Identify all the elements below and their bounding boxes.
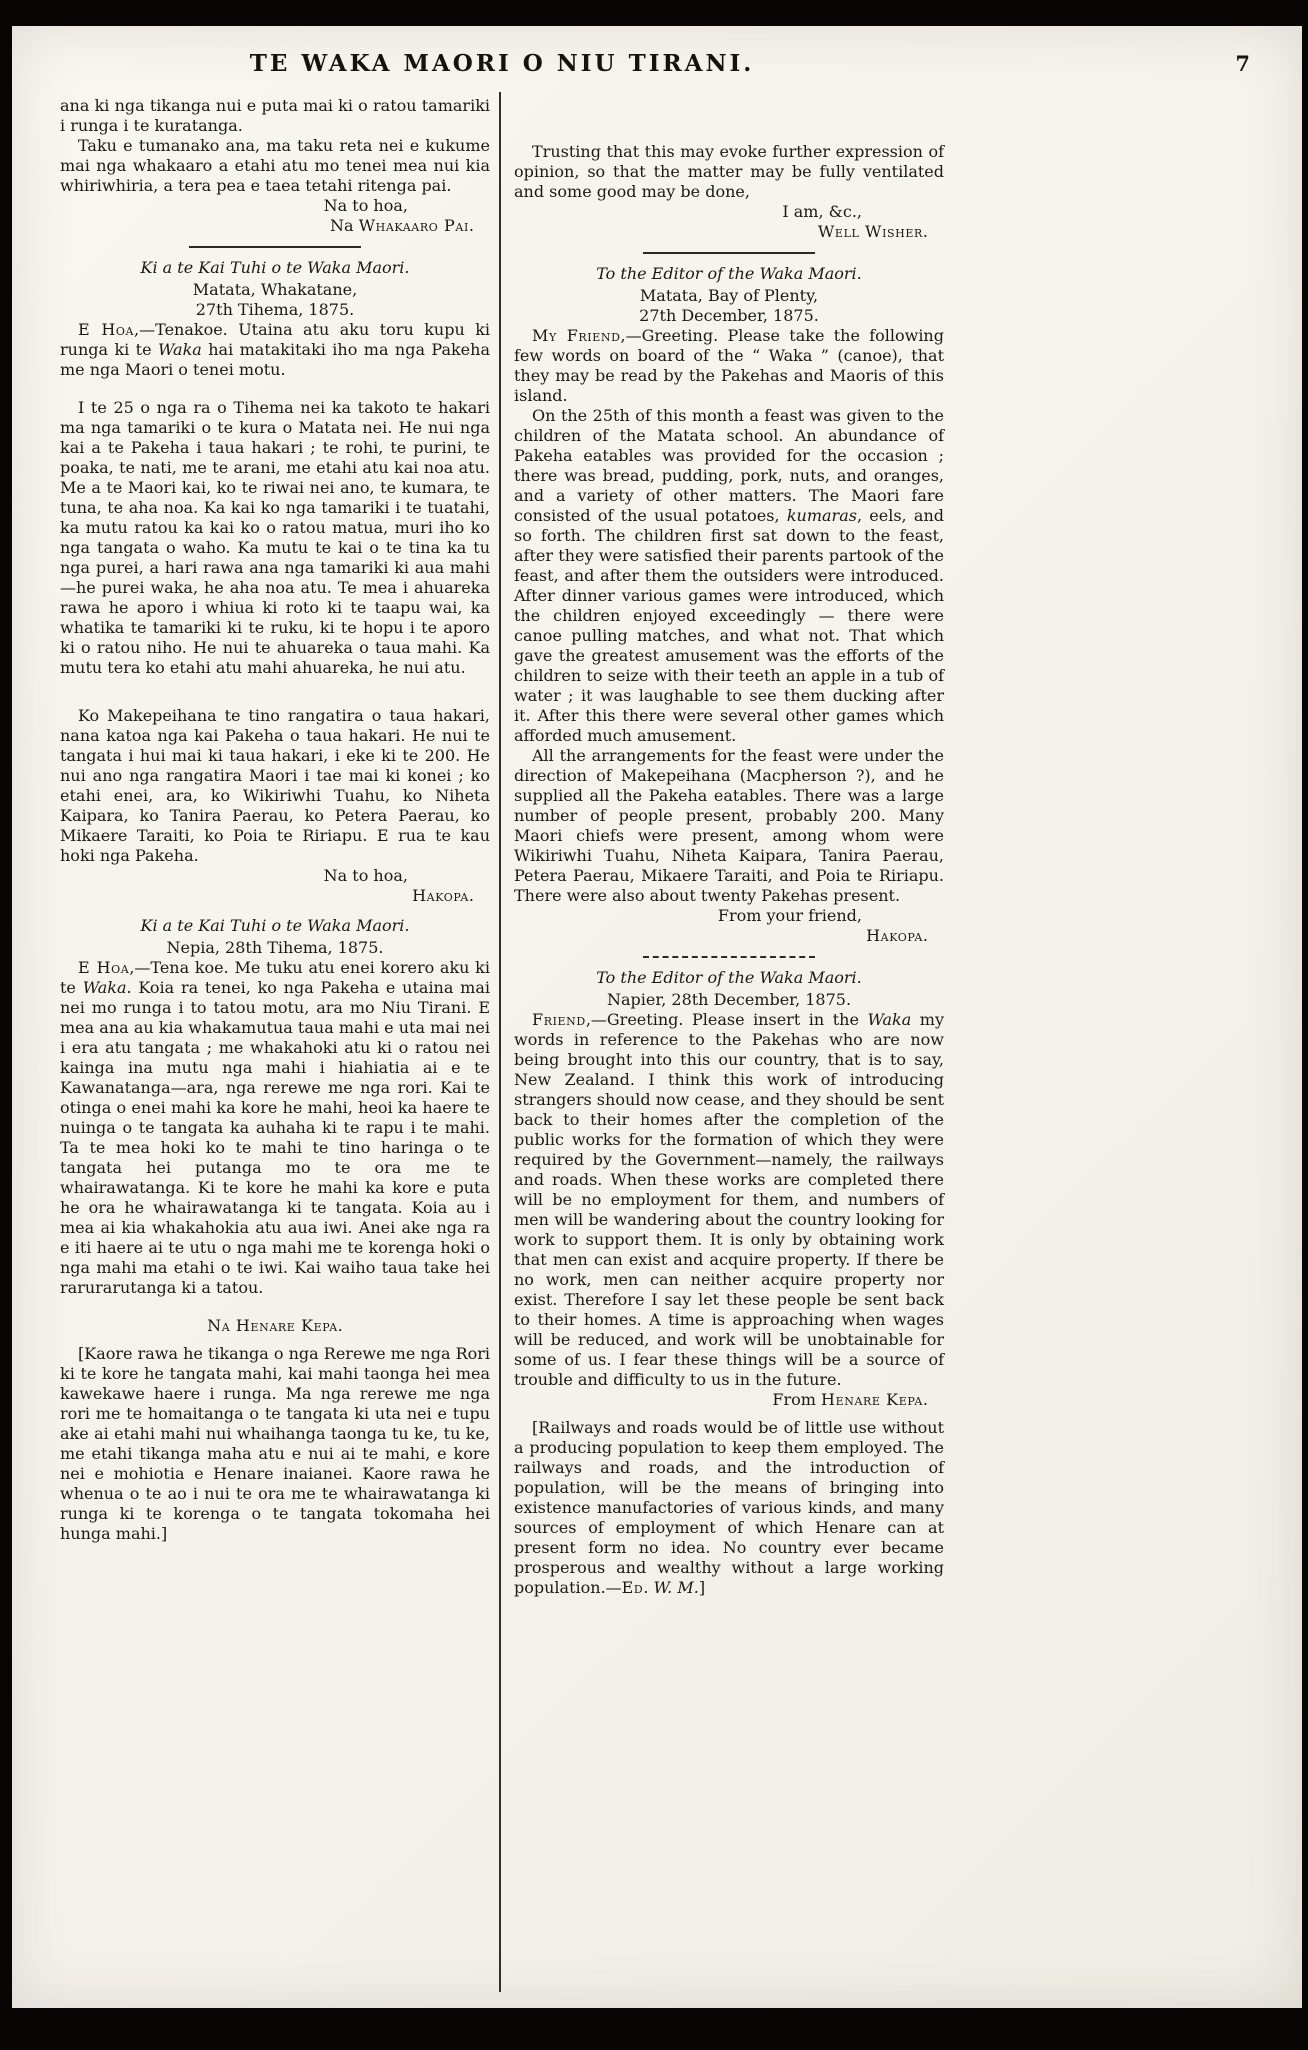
text-run: Na to hoa,: [323, 196, 408, 215]
left-column: [60, 96, 490, 1598]
small-caps-text: E Hoa: [78, 320, 135, 339]
signature-line: [514, 1390, 944, 1410]
small-caps-text: Hakopa: [412, 886, 469, 905]
text-run: Taku e tumanako ana, ma taku reta nei e kukume mai nga whakaaro a etahi atu mo tenei mea nui kia whiriwhiria, a tera pea e taea tetahi ritenga pai.: [60, 136, 490, 195]
small-caps-text: E Hoa: [78, 958, 130, 977]
text-block: [60, 96, 944, 1598]
small-caps-text: Henare Kepa: [821, 1390, 923, 1409]
newspaper-page: [12, 26, 1302, 2008]
italic-text: kumaras: [786, 506, 857, 525]
column-gutter: [490, 96, 514, 1598]
paragraph: [514, 1010, 944, 1390]
paragraph: [514, 142, 944, 202]
paragraph: [514, 746, 944, 906]
text-run: .: [922, 1390, 928, 1409]
text-run: .: [337, 1316, 343, 1335]
paragraph: [60, 398, 490, 678]
paragraph: [60, 1344, 490, 1544]
paragraph: [514, 406, 944, 746]
letter-heading: To the Editor of the Waka Maori.: [596, 968, 862, 987]
right-column: [514, 96, 944, 1598]
text-run: I te 25 o nga ra o Tihema nei ka takoto te hakari ma nga tamariki o te kura o Matata nei. He nui nga kai a te Pakeha i taua hakari ; te rohi, te purini, te poaka, te nati, me te arani, me etahi atu kai noa atu. Me a te Maori kai, ko te riwai nei ano, te kumara, te tuna, te aha noa. Ka kai ko nga tamariki i te tuatahi, ka mutu ratou ka kai ko o ratou matua, muri iho ko nga tangata o waho. Ka mutu te kai o te tina ka tu nga purei, a hari rawa ana nga tamariki ki aua mahi—he purei waka, he aha noa atu. Te mea i ahuareka rawa he aporo i whiua ki roto ki te taapu wai, ka whatika te tamariki ki te ruku, ki te hopu i te aporo ki o ratou niho. He nui te ahuareka o taua mahi. Ka mutu tera ko etahi atu mahi ahuareka, he nui atu.: [60, 398, 490, 677]
small-caps-text: Friend: [532, 1010, 586, 1029]
text-run: ,—Tena koe. Me tuku atu enei korero aku ki te: [60, 958, 490, 997]
section-divider: [643, 252, 815, 254]
letter-heading: To the Editor of the Waka Maori.: [596, 264, 862, 283]
paragraph: [60, 706, 490, 866]
text-run: Ko Makepeihana te tino rangatira o taua hakari, nana katoa nga kai Pakeha o taua hakari. He nui te tangata i hui mai ki taua hakari, i eke ki te 200. He nui ano nga rangatira Maori i tae mai ki konei ; ko etahi enei, ara, ko Wikiriwhi Tuahu, ko Niheta Kaipara, ko Tanira Paerau, ko Petera Paerau, ko Mikaere Taraiti, ko Poia te Ririapu. E rua te kau hoki nga Pakeha.: [60, 706, 490, 865]
small-caps-text: Well Wisher: [817, 222, 923, 241]
small-caps-text: Whakaaro Pai: [358, 216, 469, 235]
section-divider: [643, 956, 815, 958]
text-run: .: [922, 222, 928, 241]
paragraph: [514, 1418, 944, 1598]
text-run: . Koia ra tenei, ko nga Pakeha e utaina mai nei mo runga i to tatou motu, ara mo Niu Tirani. E mea ana au kia whakamutua taua mahi e uta mai nei i era atu tangata ; me whakahoki atu ki o ratou nei kainga ina mutu nga mahi i hiahiatia ai e te Kawanatanga—ara, nga rerewe me nga rori. Kai te otinga o enei mahi ka kore he mahi, heoi ka haere te nuinga o te tangata ka auhaha ki te rapu i te mahi. Ta te mea hoki ko te mahi te tino haringa o te tangata hei putanga mo te ora me te whairawatanga. Ki te kore he mahi ka kore e puta he ora he whairawatanga ki te tangata. Koia au i mea ai kia whakahokia atu aua iwi. Anei ake nga ra e iti haere ai te utu o nga mahi me te korenga hoki o nga mahi ma etahi o te iwi. Kai waiho taua take hei rarurarutanga ki a tatou.: [60, 978, 491, 1297]
text-run: I am, &c.,: [782, 202, 862, 221]
spacer: [514, 96, 944, 142]
signature-line: [60, 196, 490, 216]
text-run: ,—Tenakoe. Utaina atu aku toru kupu ki runga ki te: [60, 320, 491, 359]
letter-heading: Ki a te Kai Tuhi o te Waka Maori.: [140, 258, 410, 277]
italic-text: W. M.: [653, 1578, 699, 1597]
text-run: ,—Greeting. Please insert in the: [585, 1010, 868, 1029]
dateline: 27th December, 1875.: [639, 306, 819, 325]
text-run: .: [922, 926, 928, 945]
text-run: .: [468, 216, 474, 235]
text-run: ana ki nga tikanga nui e puta mai ki o ratou tamariki i runga i te kuratanga.: [60, 96, 490, 135]
paragraph: [514, 326, 944, 406]
section-divider: [189, 246, 361, 248]
page-number: 7: [1235, 51, 1250, 76]
small-caps-text: Na Henare Kepa: [207, 1316, 338, 1335]
signature-line: [514, 906, 944, 926]
dateline: Napier, 28th December, 1875.: [606, 990, 852, 1009]
signature-line: [60, 1316, 490, 1336]
signature-line: [60, 216, 490, 236]
text-run: hai matakitaki iho ma nga Pakeha me nga Maori o tenei motu.: [60, 340, 490, 379]
italic-text: Waka: [82, 978, 127, 997]
text-run: Na to hoa,: [323, 866, 408, 885]
paragraph: [60, 320, 490, 380]
text-run: Trusting that this may evoke further expression of opinion, so that the matter may be fully ventilated and some good may be done,: [514, 142, 944, 201]
text-run: All the arrangements for the feast were under the direction of Makepeihana (Macpherson ?), and he supplied all the Pakeha eatables. There was a large number of people present, probably 200. Many Maori chiefs were present, among whom were Wikiriwhi Tuahu, Niheta Kaipara, Tanira Paerau, Petera Paerau, Mikaere Taraiti, and Poia te Ririapu. There were also about twenty Pakehas present.: [514, 746, 944, 905]
text-run: From your friend,: [717, 906, 862, 925]
text-run: my words in reference to the Pakehas who are now being brought into this our country, that is to say, New Zealand. I think this work of introducing strangers should now cease, and they should be sent back to their homes after the completion of the public works for the formation of which they were required by the Government—namely, the railways and roads. When these works are completed there will be no employment for them, and numbers of men will be wandering about the country looking for work to support them. It is only by obtaining work that men can exist and acquire property. If there be no work, men can neither acquire property nor exist. Therefore I say let these people be sent back to their homes. A time is approaching when wages will be reduced, and work will be unobtainable for some of us. I fear these things will be a source of trouble and difficulty to us in the future.: [514, 1010, 944, 1389]
text-run: ,—Greeting. Please take the following few words on board of the “ Waka ” (canoe), that they may be read by the Pakehas and Maoris of this island.: [514, 326, 944, 405]
dateline: Matata, Whakatane,: [192, 280, 358, 299]
italic-text: Waka: [158, 340, 202, 359]
signature-line: [514, 202, 944, 222]
italic-text: Waka: [867, 1010, 912, 1029]
small-caps-text: Ed: [621, 1578, 644, 1597]
signature-line: [60, 866, 490, 886]
paragraph: [60, 96, 490, 136]
page-title: TE WAKA MAORI O NIU TIRANI.: [249, 50, 755, 77]
dateline: 27th Tihema, 1875.: [195, 300, 355, 319]
text-run: ]: [698, 1578, 706, 1597]
dateline: Matata, Bay of Plenty,: [639, 286, 819, 305]
dateline: Nepia, 28th Tihema, 1875.: [166, 938, 384, 957]
signature-line: [60, 886, 490, 906]
text-run: [Kaore rawa he tikanga o nga Rerewe me nga Rori ki te kore he tangata mahi, kai mahi taonga hei mea kawekawe haere i runga. Ma nga rerewe me nga rori me te homaitanga o te tangata ki uta nei e tupu ake ai etahi mahi nui whaihanga taonga tu ke, tu ke, me etahi tikanga maha atu e nui ai te mahi, e kore nei e mohiotia e Henare inaianei. Kaore rawa he whenua o te ao i nui te ora me te whairawatanga ki runga ki te korenga o te tangata tokomaha hei hunga mahi.]: [60, 1344, 491, 1543]
signature-line: [514, 222, 944, 242]
text-run: Na: [329, 216, 359, 235]
signature-line: [514, 926, 944, 946]
text-run: , eels, and so forth. The children first sat down to the feast, after they were satisfied their parents partook of the feast, and after them the outsiders were introduced. After dinner various games were introduced, which the children enjoyed exceedingly — there were canoe pulling matches, and what not. That which gave the greatest amusement was the efforts of the children to seize with their teeth an apple in a tub of water ; it was laughable to see them ducking after it. After this there were several other games which afforded much amusement.: [514, 506, 944, 745]
paragraph: [60, 136, 490, 196]
text-run: On the 25th of this month a feast was given to the children of the Matata school. An abundance of Pakeha eatables was provided for the occasion ; there was bread, pudding, pork, nuts, and oranges, and a variety of other matters. The Maori fare consisted of the usual potatoes,: [514, 406, 944, 525]
text-run: [Railways and roads would be of little use without a producing population to keep them employed. The railways and roads, and the introduction of population, will be the means of bringing into existence manufactories of various kinds, and many sources of employment of which Henare can at present form no idea. No country ever became prosperous and wealthy without a large working population.—: [514, 1418, 944, 1597]
paragraph: [60, 958, 490, 1298]
letter-heading: Ki a te Kai Tuhi o te Waka Maori.: [140, 916, 410, 935]
text-run: .: [643, 1578, 654, 1597]
small-caps-text: My Friend: [532, 326, 621, 345]
text-run: .: [468, 886, 474, 905]
text-run: From: [772, 1390, 822, 1409]
small-caps-text: Hakopa: [866, 926, 923, 945]
